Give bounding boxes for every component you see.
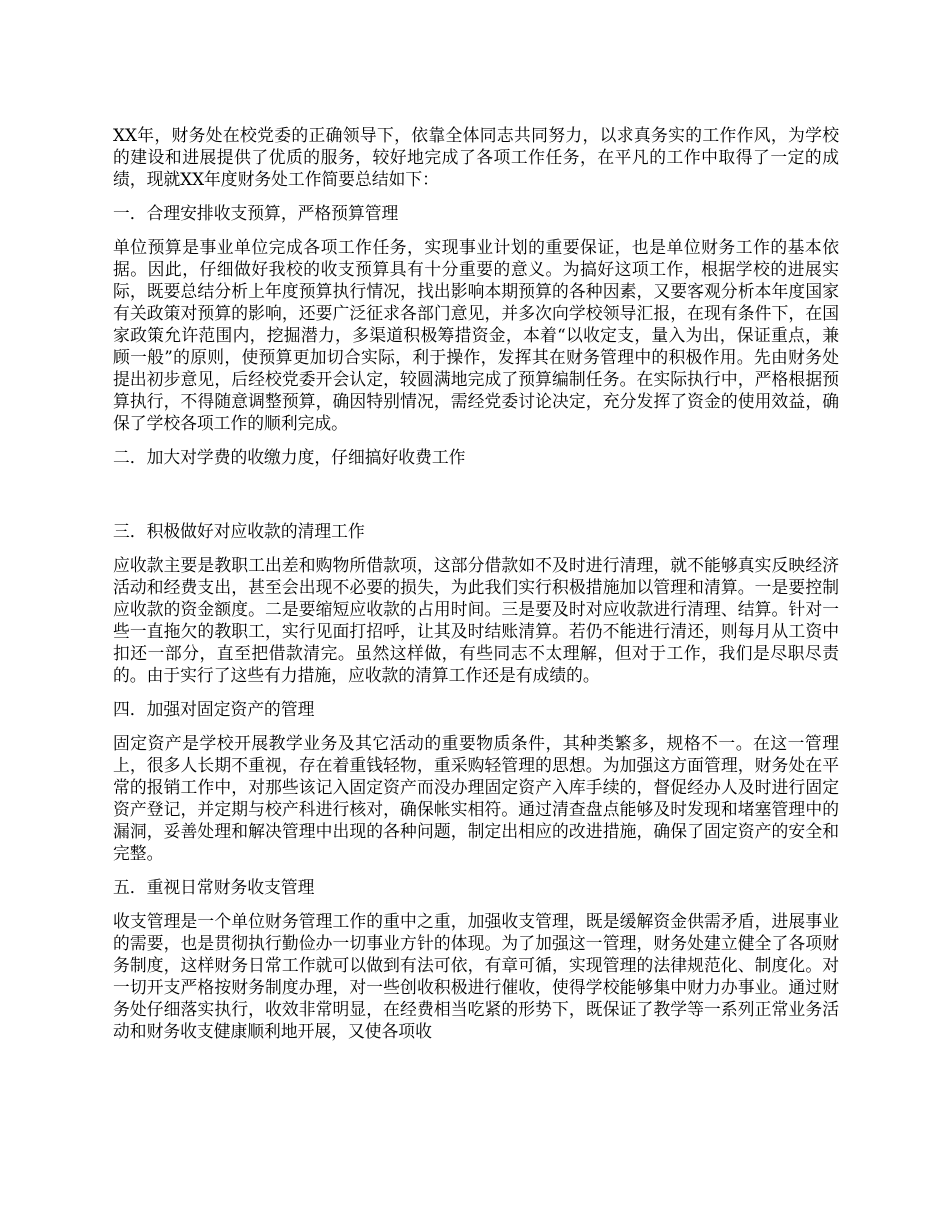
section-1-heading: 一．合理安排收支预算，严格预算管理 [113,203,399,223]
intro-paragraph: XX年，财务处在校党委的正确领导下，依靠全体同志共同努力，以求真务实的工作作风，为学校的建设和进展提供了优质的服务，较好地完成了各项工作任务，在平凡的工作中取得了一定的成绩，现就XX年度财务处工作简要总结如下： [113,125,839,189]
section-1-body: 单位预算是事业单位完成各项工作任务，实现事业计划的重要保证，也是单位财务工作的基本依据。因此，仔细做好我校的收支预算具有十分重要的意义。为搞好这项工作，根据学校的进展实际，既要总结分析上年度预算执行情况，找出影响本期预算的各种因素，又要客观分析本年度国家有关政策对预算的影响，还要广泛征求各部门意见，并多次向学校领导汇报，在现有条件下，在国家政策允许范围内，挖掘潜力，多渠道积极筹措资金，本着“以收定支，量入为出，保证重点，兼顾一般”的原则，使预算更加切合实际，利于操作，发挥其在财务管理中的积极作用。先由财务处提出初步意见，后经校党委开会认定，较圆满地完成了预算编制任务。在实际执行中，严格根据预算执行，不得随意调整预算，确因特别情况，需经党委讨论决定，充分发挥了资金的使用效益，确保了学校各项工作的顺利完成。 [113,237,839,433]
section-5-heading: 五．重视日常财务收支管理 [113,877,315,897]
section-3-body: 应收款主要是教职工出差和购物所借款项，这部分借款如不及时进行清理，就不能够真实反映经济活动和经费支出，甚至会出现不必要的损失，为此我们实行积极措施加以管理和清算。一是要控制应收款的资金额度。二是要缩短应收款的占用时间。三是要及时对应收款进行清理、结算。针对一些一直拖欠的教职工，实行见面打招呼，让其及时结账清算。若仍不能进行清还，则每月从工资中扣还一部分，直至把借款清完。虽然这样做，有些同志不太理解，但对于工作，我们是尽职尽责的。由于实行了这些有力措施，应收款的清算工作还是有成绩的。 [113,555,839,685]
document-page [113,124,839,1042]
section-2-heading: 二．加大对学费的收缴力度，仔细搞好收费工作 [113,447,466,467]
section-5-body: 收支管理是一个单位财务管理工作的重中之重，加强收支管理，既是缓解资金供需矛盾，进展事业的需要，也是贯彻执行勤俭办一切事业方针的体现。为了加强这一管理，财务处建立健全了各项财务制度，这样财务日常工作就可以做到有法可依，有章可循，实现管理的法律规范化、制度化。对一切开支严格按财务制度办理，对一些创收积极进行催收，使得学校能够集中财力办事业。通过财务处仔细落实执行，收效非常明显，在经费相当吃紧的形势下，既保证了教学等一系列正常业务活动和财务收支健康顺利地开展，又使各项收 [113,911,839,1041]
section-3-heading: 三．积极做好对应收款的清理工作 [113,521,365,541]
section-4-heading: 四．加强对固定资产的管理 [113,699,315,719]
section-4-body: 固定资产是学校开展教学业务及其它活动的重要物质条件，其种类繁多，规格不一。在这一管理上，很多人长期不重视，存在着重钱轻物，重采购轻管理的思想。为加强这方面管理，财务处在平常的报销工作中，对那些该记入固定资产而没办理固定资产入库手续的，督促经办人及时进行固定资产登记，并定期与校产科进行核对，确保帐实相符。通过清查盘点能够及时发现和堵塞管理中的漏洞，妥善处理和解决管理中出现的各种问题，制定出相应的改进措施，确保了固定资产的安全和完整。 [113,733,839,863]
